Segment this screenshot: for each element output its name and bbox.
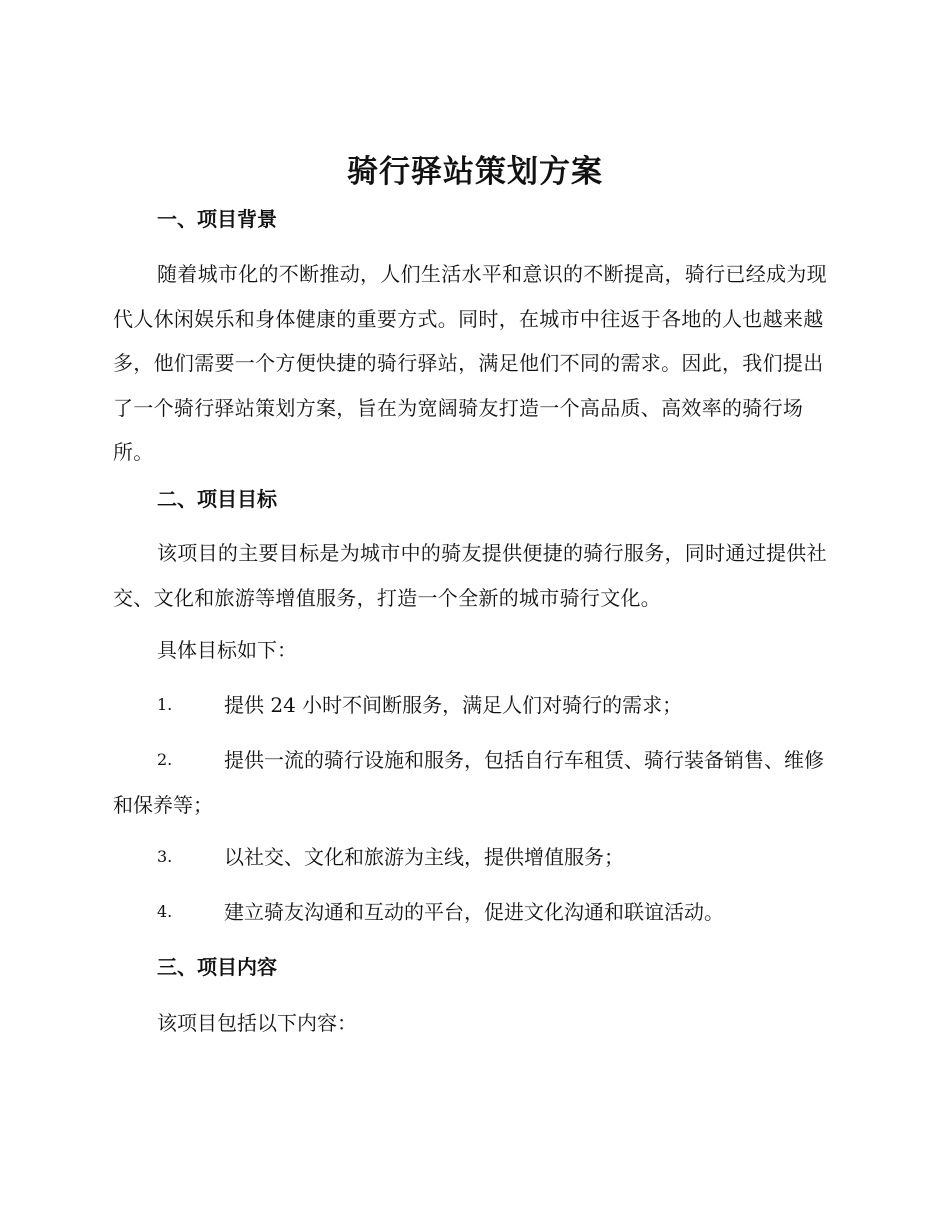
list-number: 1. <box>157 695 173 714</box>
goal-list-item <box>113 835 831 880</box>
list-text: 提供一流的骑行设施和服务，包括自行车租赁、骑行装备销售、维修和保养等； <box>113 748 824 817</box>
section-heading-content: 三、项目内容 <box>157 955 277 979</box>
content-intro: 该项目包括以下内容： <box>157 1011 357 1035</box>
goal-list-item <box>113 890 831 935</box>
list-text: 以社交、文化和旅游为主线，提供增值服务； <box>224 845 624 869</box>
list-number: 3. <box>157 847 173 866</box>
goal-list-item <box>113 683 831 728</box>
list-text: 建立骑友沟通和互动的平台，促进文化沟通和联谊活动。 <box>224 900 724 924</box>
list-number: 4. <box>157 902 173 921</box>
section-heading-goals: 二、项目目标 <box>157 487 277 511</box>
list-number: 2. <box>157 750 173 769</box>
document-title: 骑行驿站策划方案 <box>347 154 603 190</box>
section-heading-background: 一、项目背景 <box>157 207 277 231</box>
background-paragraph: 随着城市化的不断推动，人们生活水平和意识的不断提高，骑行已经成为现代人休闲娱乐和身体健康的重要方式。同时，在城市中往返于各地的人也越来越多，他们需要一个方便快捷的骑行驿站，满足他们不同的需求。因此，我们提出了一个骑行驿站策划方案，旨在为宽阔骑友打造一个高品质、高效率的骑行场所。 <box>113 262 827 464</box>
goal-list-item <box>113 738 831 827</box>
goals-intro: 具体目标如下： <box>157 638 297 662</box>
goals-paragraph: 该项目的主要目标是为城市中的骑友提供便捷的骑行服务，同时通过提供社交、文化和旅游等增值服务，打造一个全新的城市骑行文化。 <box>113 541 827 610</box>
list-text: 提供 24 小时不间断服务，满足人们对骑行的需求； <box>224 693 683 717</box>
